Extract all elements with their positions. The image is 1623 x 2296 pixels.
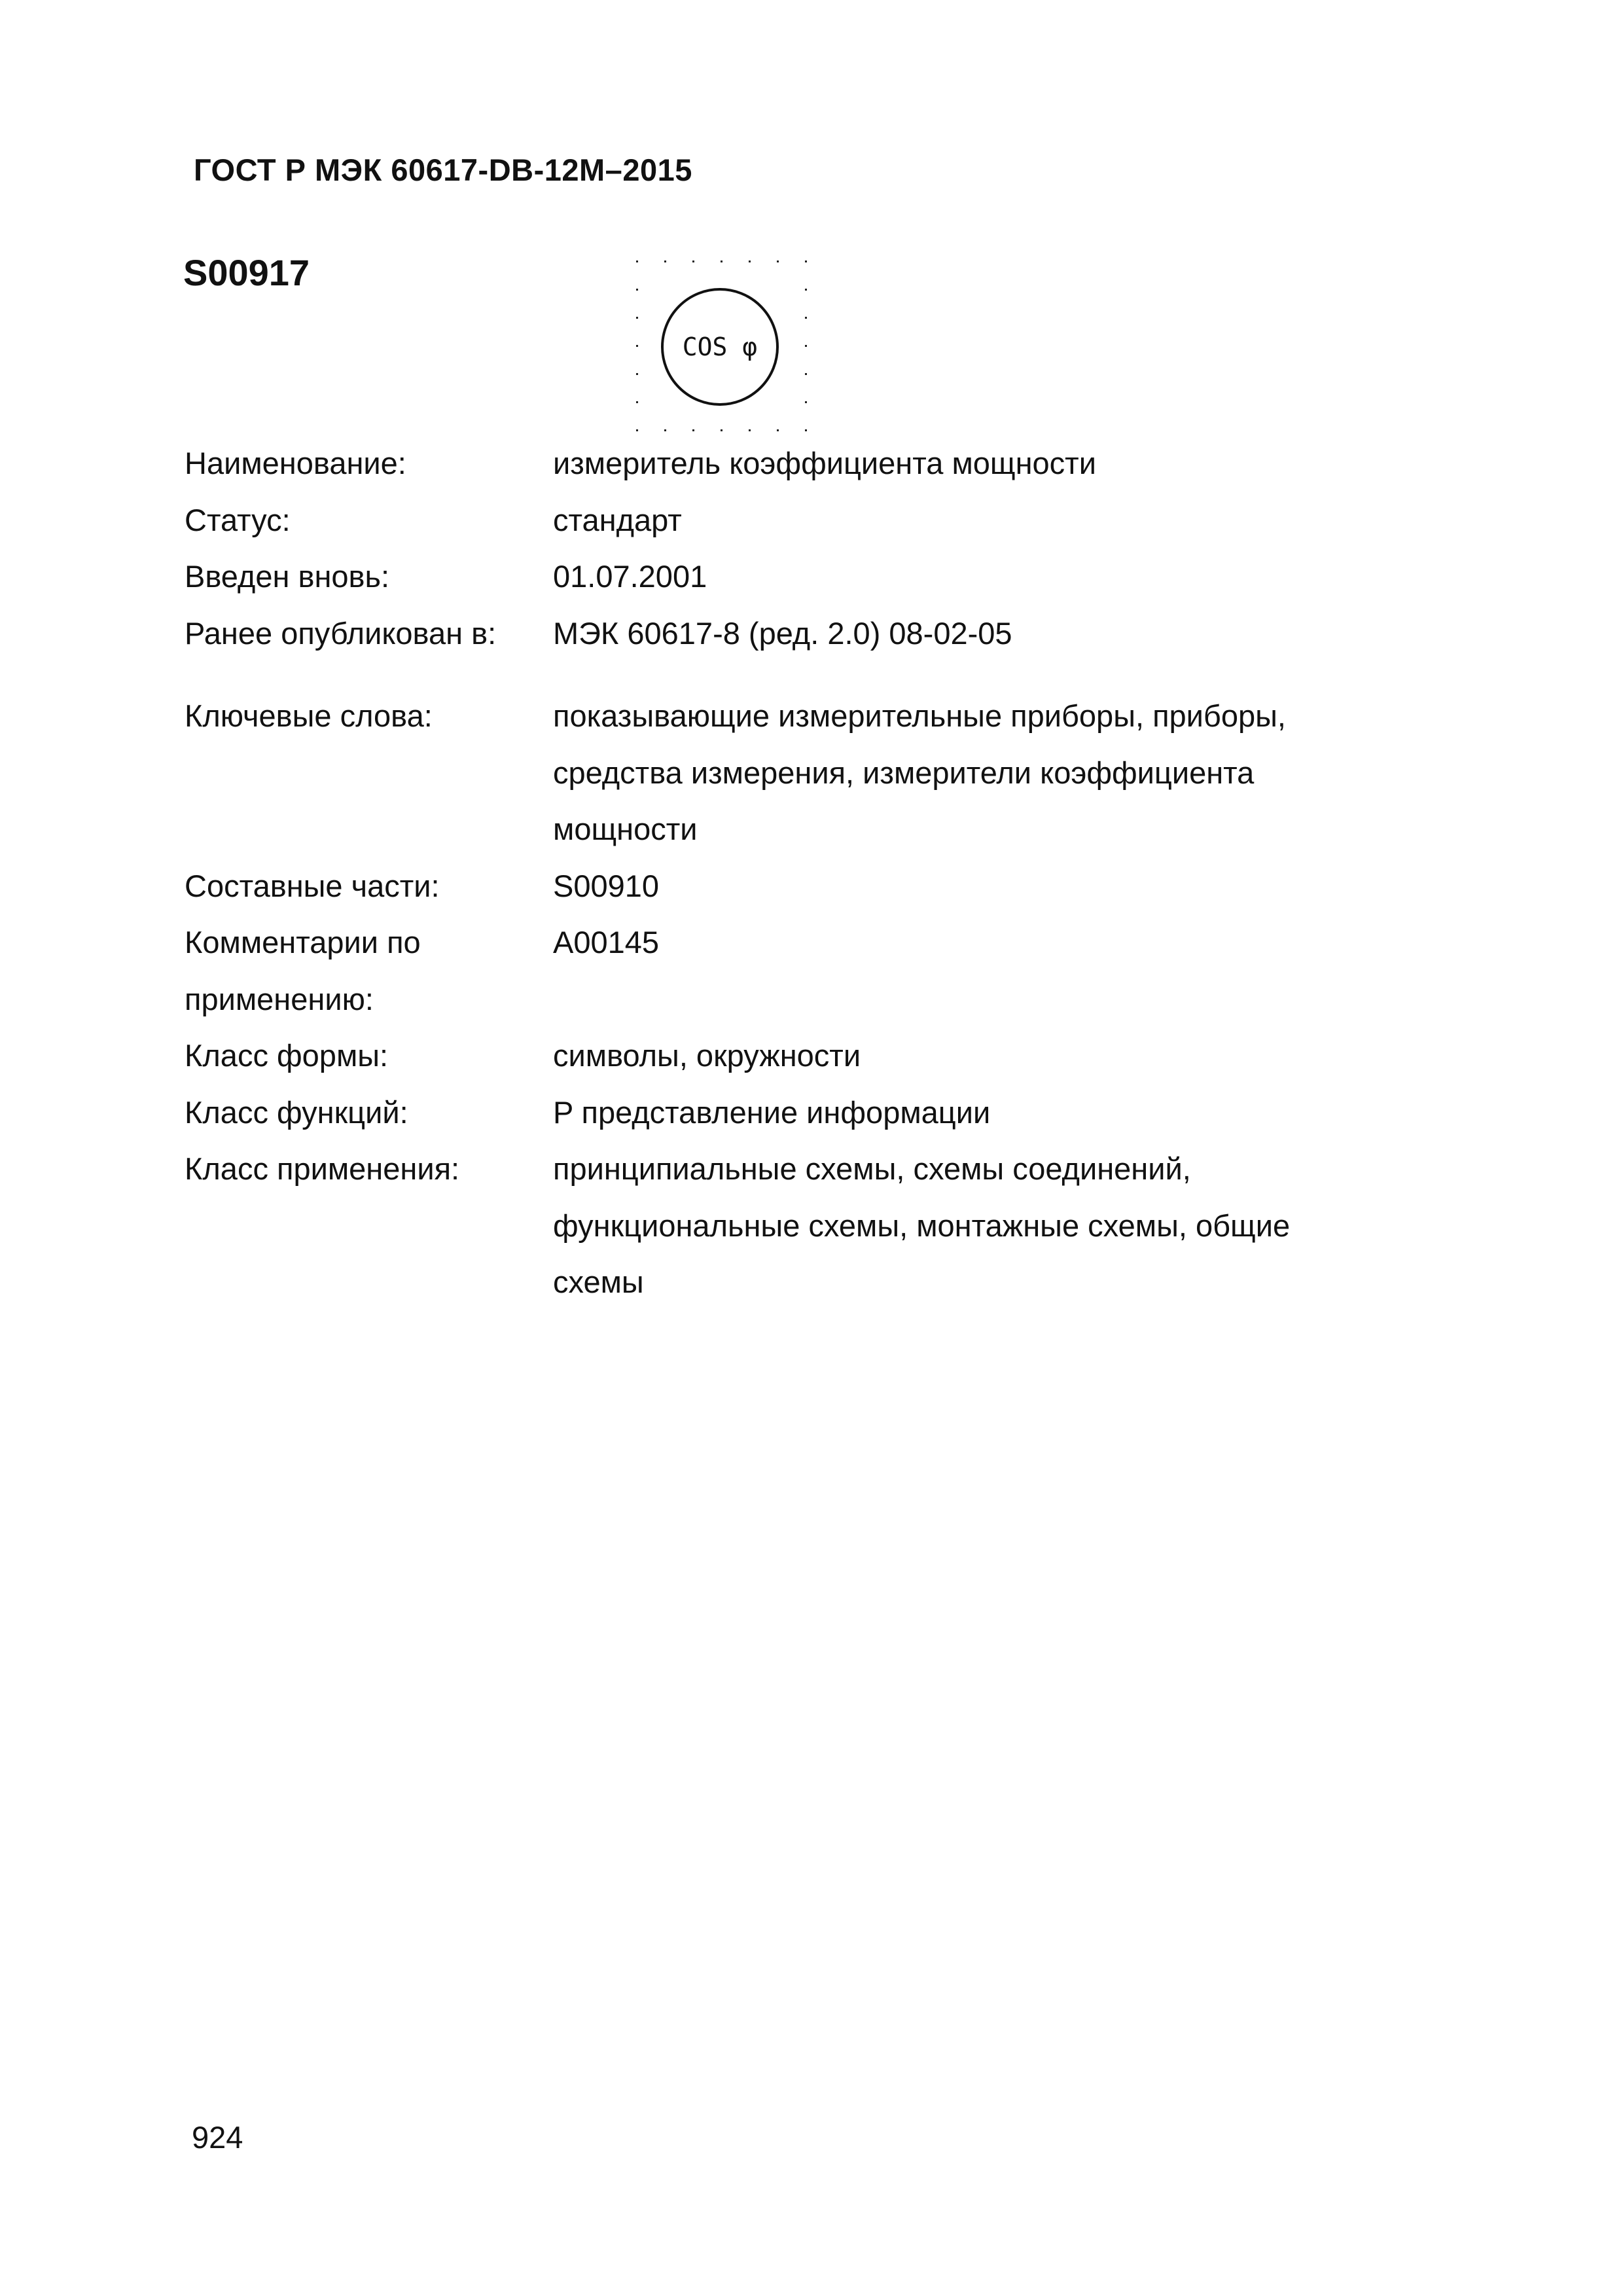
property-value: символы, окружности [553,1038,861,1073]
grid-dot [805,401,807,403]
property-row [185,548,1428,605]
grid-dot [664,260,666,262]
symbol-figure [622,247,818,444]
grid-dot [692,429,694,431]
property-value: измеритель коэффициента мощности [553,446,1096,480]
property-label: Комментарии по применению: [185,925,421,1016]
property-value: A00145 [553,925,660,960]
document-header: ГОСТ Р МЭК 60617-DB-12М–2015 [194,152,692,187]
property-row [185,688,1428,858]
symbol-code: S00917 [183,252,310,293]
grid-dot [636,373,638,375]
property-value: МЭК 60617-8 (ред. 2.0) 08-02-05 [553,615,1012,651]
property-value: принципиальные схемы, схемы соединений, функциональные схемы, монтажные схемы, общие схемы [553,1151,1291,1299]
grid-dot [721,260,722,262]
properties-table [185,435,1428,1311]
grid-dot [805,429,807,431]
power-factor-meter-icon [622,247,818,444]
property-label: Ранее опубликован в: [185,615,497,651]
property-value: стандарт [553,502,682,537]
grid-dot [636,429,638,431]
grid-dot [636,401,638,403]
grid-dot [805,289,807,291]
grid-dot [805,317,807,319]
grid-dot [777,260,779,262]
property-value: 01.07.2001 [553,559,707,594]
property-label: Составные части: [185,868,440,903]
grid-dot [805,260,807,262]
property-label: Введен вновь: [185,559,390,594]
grid-dot [749,260,751,262]
grid-dot [664,429,666,431]
property-value: P представление информации [553,1094,991,1130]
property-label: Ключевые слова: [185,698,433,733]
symbol-label: COS φ [682,332,758,361]
grid-dot [636,317,638,319]
property-row [185,605,1428,662]
property-label: Класс применения: [185,1151,460,1186]
property-value: показывающие измерительные приборы, приборы, средства измерения, измерители коэффициента мощности [553,698,1286,846]
grid-dot [692,260,694,262]
property-row [185,1141,1428,1311]
grid-dot [636,260,638,262]
grid-dot [636,345,638,347]
property-label: Класс функций: [185,1094,408,1130]
property-row [185,492,1428,549]
page-number: 924 [192,2120,243,2155]
property-label: Статус: [185,502,291,537]
property-row [185,858,1428,915]
grid-dot [805,345,807,347]
grid-dot [777,429,779,431]
grid-dot [721,429,722,431]
grid-dot [749,429,751,431]
grid-dot [636,289,638,291]
grid-dot [805,373,807,375]
property-row [185,914,1428,1028]
property-value: S00910 [553,868,660,903]
property-label: Класс формы: [185,1038,389,1073]
section-gap [185,662,1428,688]
property-row [185,1028,1428,1085]
property-label: Наименование: [185,446,406,480]
property-row [185,1085,1428,1141]
property-row [185,435,1428,492]
